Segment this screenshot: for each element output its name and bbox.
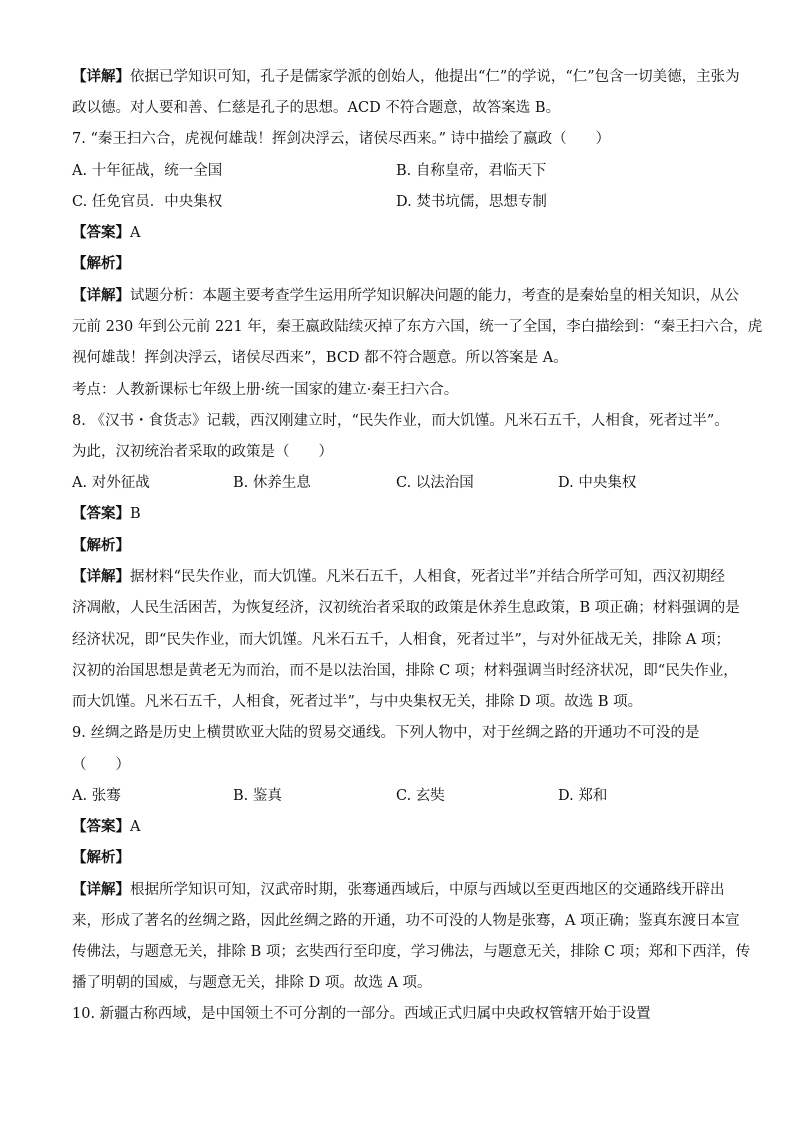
q6-detail-line-2: 政以德。对人要和善、仁慈是孔子的思想。ACD 不符合题意，故答案选 B。 [72,100,561,116]
q8-stem-line-1: 8. 《汉书・食货志》记载，西汉刚建立时，“民失作业，而大饥馑。凡米石五千，人相食，死者过半”。 [72,413,729,429]
q8-option-d: D. 中央集权 [558,475,637,491]
q9-answer: 【答案】A [72,818,141,835]
q7-detail-line-2: 元前 230 年到公元前 221 年，秦王嬴政陆续灭掉了东方六国，统一了全国，李白描绘到：“秦王扫六合，虎 [72,319,763,335]
detail-tag: 【详解】 [72,68,130,85]
q6-detail-line-1: 【详解】依据已学知识可知，孔子是儒家学派的创始人，他提出“仁”的学说，“仁”包含一切美德，主张为 [72,68,740,85]
q7-option-d: D. 焚书坑儒，思想专制 [396,194,547,210]
q8-option-a: A. 对外征战 [72,475,150,491]
q9-option-c: C. 玄奘 [396,788,445,804]
q8-detail-line-3: 经济状况，即“民失作业，而大饥馑。凡米石五千，人相食，死者过半”，与对外征战无关，排除 A 项； [72,632,731,648]
q7-detail-line-3: 视何雄哉！挥剑决浮云，诸侯尽西来”，BCD 都不符合题意。所以答案是 A。 [72,350,568,366]
q7-option-a: A. 十年征战，统一全国 [72,163,223,179]
q9-detail-line-3: 传佛法，与题意无关，排除 B 项；玄奘西行至印度，学习佛法，与题意无关，排除 C 项；郑和下西洋，传 [72,944,751,960]
q8-detail-line-5: 而大饥馑。凡米石五千，人相食，死者过半”，与中央集权无关，排除 D 项。故选 B 项。 [72,694,643,710]
q8-detail-line-1: 【详解】据材料“民失作业，而大饥馑。凡米石五千，人相食，死者过半”并结合所学可知，西汉初期经 [72,568,725,585]
q7-kaodian: 考点：人教新课标七年级上册·统一国家的建立·秦王扫六合。 [72,382,459,398]
q9-option-d: D. 郑和 [558,788,608,804]
q8-stem-line-2: 为此，汉初统治者采取的政策是（ ） [72,444,333,460]
q8-answer: 【答案】B [72,505,141,522]
q7-analysis-tag: 【解析】 [72,255,130,272]
q8-detail-line-2: 济凋敝，人民生活困苦，为恢复经济，汉初统治者采取的政策是休养生息政策，B 项正确；材料强调的是 [72,600,740,616]
q9-detail-line-4: 播了明朝的国威，与题意无关，排除 D 项。故选 A 项。 [72,975,432,991]
q9-option-b: B. 鉴真 [233,788,282,804]
q7-option-b: B. 自称皇帝，君临天下 [396,163,547,179]
q7-option-c: C. 任免官员．中央集权 [72,194,223,210]
q9-analysis-tag: 【解析】 [72,849,130,866]
q10-stem: 10. 新疆古称西域，是中国领土不可分割的一部分。西域正式归属中央政权管辖开始于设置 [72,1006,651,1022]
q7-stem: 7. “秦王扫六合，虎视何雄哉！挥剑决浮云，诸侯尽西来。” 诗中描绘了嬴政（ ） [72,131,611,147]
q9-stem-line-2: （ ） [72,757,130,773]
q7-detail-line-1: 【详解】试题分析：本题主要考查学生运用所学知识解决问题的能力，考查的是秦始皇的相关知识，从公 [72,287,739,304]
q9-detail-line-1: 【详解】根据所学知识可知，汉武帝时期，张骞通西域后，中原与西域以至更西地区的交通路线开辟出 [72,881,725,898]
q9-detail-line-2: 来，形成了著名的丝绸之路，因此丝绸之路的开通，功不可没的人物是张骞，A 项正确；鉴真东渡日本宣 [72,913,740,929]
q8-option-c: C. 以法治国 [396,475,474,491]
q8-option-b: B. 休养生息 [233,475,311,491]
q8-analysis-tag: 【解析】 [72,537,130,554]
q8-detail-line-4: 汉初的治国思想是黄老无为而治，而不是以法治国，排除 C 项；材料强调当时经济状况，即“民失作业， [72,663,738,679]
q9-stem-line-1: 9. 丝绸之路是历史上横贯欧亚大陆的贸易交通线。下列人物中，对于丝绸之路的开通功不可没的是 [72,725,700,741]
q9-option-a: A. 张骞 [72,788,121,804]
q7-answer: 【答案】A [72,224,141,241]
